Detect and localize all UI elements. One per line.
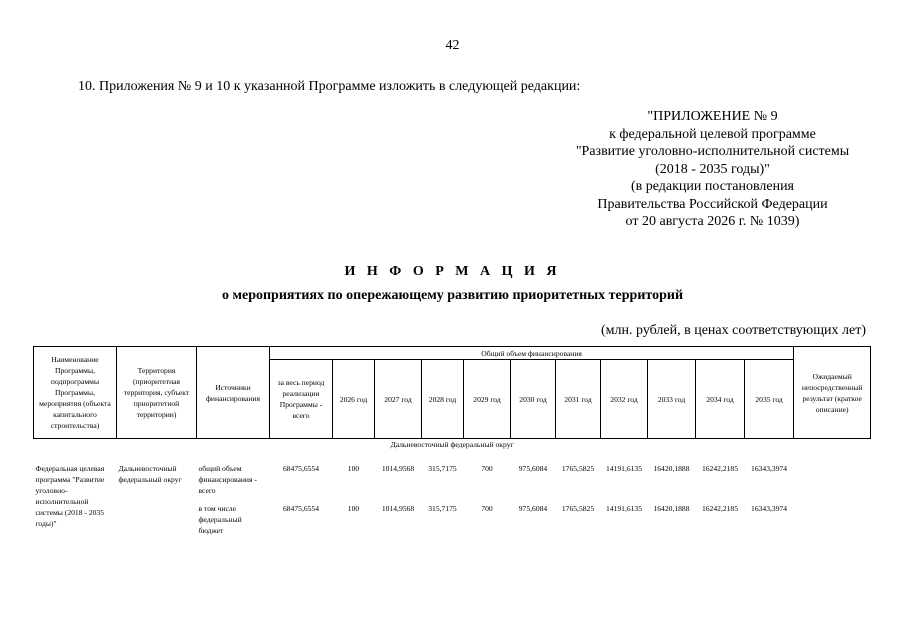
header-total-period: за весь период реализации Программы - всего <box>270 360 333 439</box>
table-row <box>34 463 871 503</box>
region-row: Дальневосточный федеральный округ <box>390 440 514 449</box>
year-value-cell: 16242,2185 <box>701 464 739 473</box>
header-territory: Территория (приоритетная территория, субъект приоритетной территории) <box>117 347 197 439</box>
header-result: Ожидаемый непосредственный результат (краткое описание) <box>794 347 871 439</box>
year-value-cell: 700 <box>481 464 493 473</box>
year-value-cell: 14191,6135 <box>605 504 643 513</box>
header-year: 2028 год <box>422 360 464 439</box>
year-value-cell: 16343,3974 <box>751 464 788 473</box>
appendix-line: от 20 августа 2026 г. № 1039) <box>625 214 800 229</box>
header-source: Источники финансирования <box>197 347 270 439</box>
year-value-cell: 16420,1888 <box>653 504 690 513</box>
year-value-cell: 1014,9568 <box>381 504 415 513</box>
appendix-line: к федеральной целевой программе <box>609 126 816 142</box>
source-cell: в том числе федеральный бюджет <box>198 504 242 535</box>
result-cell <box>794 463 871 536</box>
appendix-line: "ПРИЛОЖЕНИЕ № 9 <box>647 109 778 124</box>
header-year: 2034 год <box>696 360 745 439</box>
year-value-cell: 1765,5825 <box>561 504 595 513</box>
header-year: 2032 год <box>601 360 648 439</box>
header-year: 2027 год <box>375 360 422 439</box>
appendix-line: (в редакции постановления <box>630 179 795 194</box>
intro-paragraph: 10. Приложения № 9 и 10 к указанной Программе изложить в следующей редакции: <box>78 79 581 94</box>
territory-cell: Дальневосточный федеральный округ <box>118 464 182 484</box>
header-year: 2033 год <box>648 360 696 439</box>
year-value-cell: 700 <box>481 504 493 513</box>
page-number: 42 <box>445 38 460 53</box>
document-subtitle: о мероприятиях по опережающему развитию приоритетных территорий <box>221 288 684 303</box>
program-name-cell: Федеральная целевая программа "Развитие уголовно-исполнительной системы (2018 - 2035 годы)" <box>35 464 105 528</box>
source-cell: общий объем финансирования - всего <box>198 464 257 495</box>
year-value-cell: 16343,3974 <box>751 504 788 513</box>
header-total-group: Общий объем финансирования <box>270 347 794 360</box>
appendix-line: Правительства Российской Федерации <box>597 196 828 212</box>
total-cell: 68475,6554 <box>282 504 320 513</box>
year-value-cell: 16242,2185 <box>701 504 739 513</box>
financing-table <box>33 346 871 536</box>
header-year: 2026 год <box>333 360 375 439</box>
appendix-header <box>540 108 885 231</box>
header-year: 2031 год <box>556 360 601 439</box>
year-value-cell: 100 <box>347 464 360 473</box>
year-value-cell: 16420,1888 <box>653 464 690 473</box>
year-value-cell: 1765,5825 <box>561 464 595 473</box>
year-value-cell: 100 <box>347 504 360 513</box>
document-title: И Н Ф О Р М А Ц И Я <box>344 264 561 279</box>
year-value-cell: 975,6084 <box>518 504 548 513</box>
appendix-line: (2018 - 2035 годы)" <box>655 161 770 177</box>
year-value-cell: 315,7175 <box>428 464 457 473</box>
header-year: 2029 год <box>464 360 511 439</box>
year-value-cell: 975,6084 <box>518 464 548 473</box>
appendix-line: "Развитие уголовно-исполнительной системы <box>575 144 850 159</box>
year-value-cell: 315,7175 <box>428 504 457 513</box>
header-year: 2030 год <box>511 360 556 439</box>
year-value-cell: 14191,6135 <box>605 464 643 473</box>
header-year: 2035 год <box>745 360 794 439</box>
year-value-cell: 1014,9568 <box>381 464 415 473</box>
units-note: (млн. рублей, в ценах соответствующих лет) <box>601 323 866 338</box>
header-name: Наименование Программы, подпрограммы Программы, мероприятия (объекта капитального строительства) <box>34 347 117 439</box>
total-cell: 68475,6554 <box>282 464 320 473</box>
